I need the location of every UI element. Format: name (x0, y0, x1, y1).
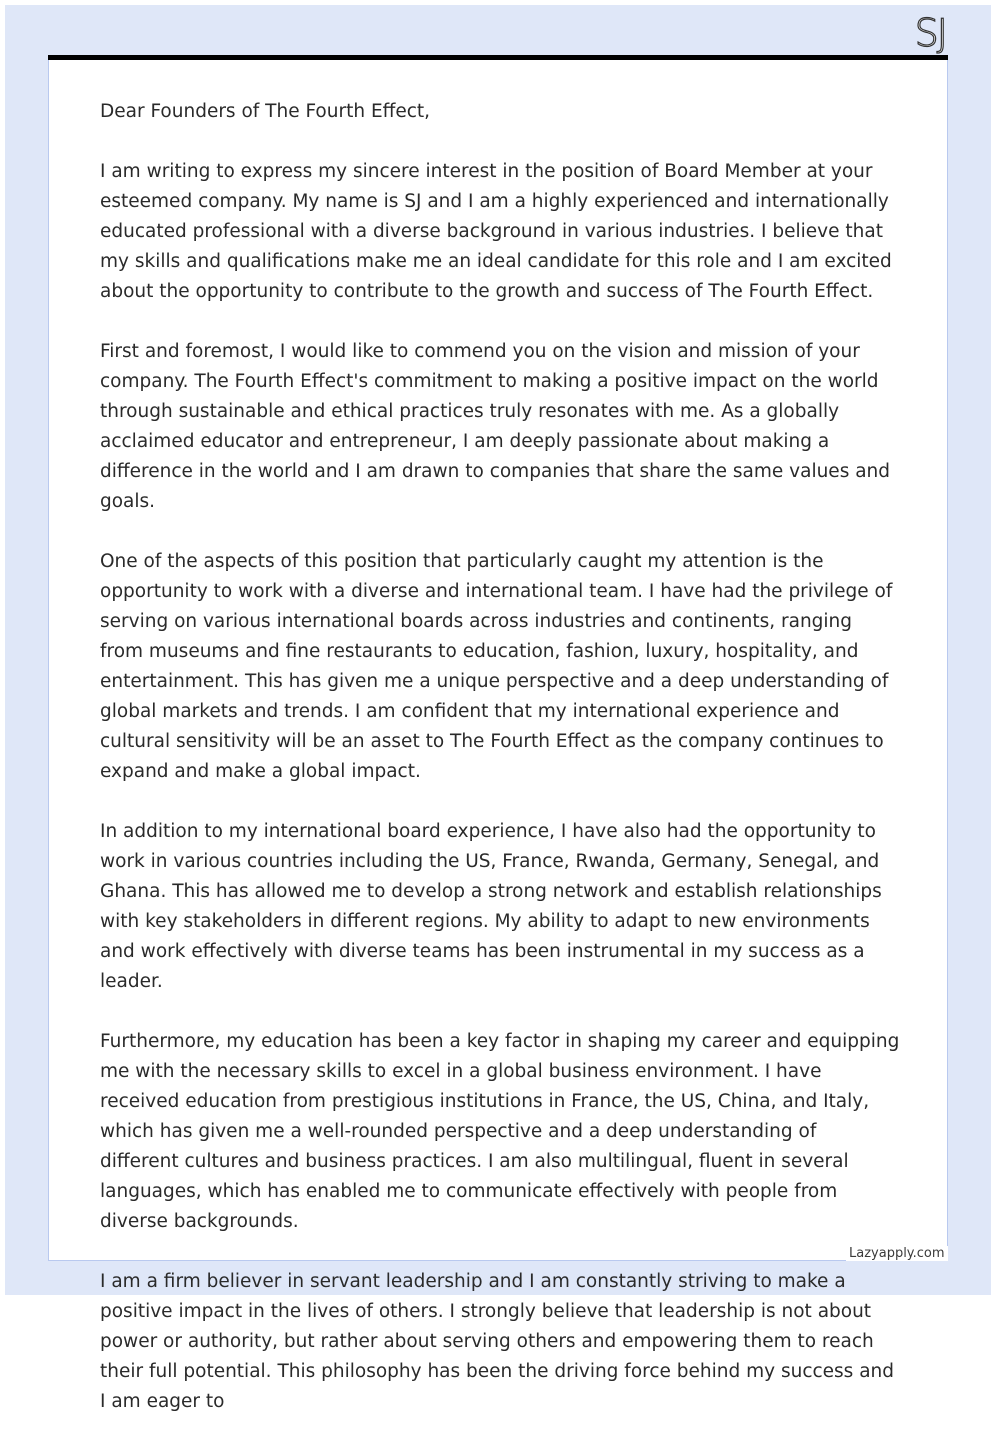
paragraph: First and foremost, I would like to commend you on the vision and mission of your company. The Fourth Effect's commitment to making a positive impact on the world through sustainable and ethical practices truly resonates with me. As a globally acclaimed educator and entrepreneur, I am deeply passionate about making a difference in the world and I am drawn to companies that share the same values and goals. (100, 341, 891, 512)
paragraph: I am writing to express my sincere interest in the position of Board Member at your esteemed company. My name is SJ and I am a highly experienced and internationally educated professional with a diverse background in various industries. I believe that my skills and qualifications make me an ideal candidate for this role and I am excited about the opportunity to contribute to the growth and success of The Fourth Effect. (100, 161, 892, 302)
letter-body (100, 97, 900, 1447)
paragraph: I am a firm believer in servant leadership and I am constantly striving to make a positive impact in the lives of others. I strongly believe that leadership is not about power or authority, but rather about serving others and empowering them to reach their full potential. This philosophy has been the driving force behind my success and I am eager to (100, 1271, 895, 1412)
salutation: Dear Founders of The Fourth Effect, (100, 101, 431, 122)
monogram-logo: SJ (914, 11, 946, 55)
paragraph: In addition to my international board experience, I have also had the opportunity to work in various countries including the US, France, Rwanda, Germany, Senegal, and Ghana. This has allowed me to develop a strong network and establish relationships with key stakeholders in different regions. My ability to adapt to new environments and work effectively with diverse teams has been instrumental in my success as a leader. (100, 821, 882, 992)
paragraph: Furthermore, my education has been a key factor in shaping my career and equipping me with the necessary skills to excel in a global business environment. I have received education from prestigious institutions in France, the US, China, and Italy, which has given me a well-rounded perspective and a deep understanding of different cultures and business practices. I am also multilingual, fluent in several languages, which has enabled me to communicate effectively with people from diverse backgrounds. (100, 1031, 900, 1232)
paragraph: One of the aspects of this position that particularly caught my attention is the opportunity to work with a diverse and international team. I have had the privilege of serving on various international boards across industries and continents, ranging from museums and fine restaurants to education, fashion, luxury, hospitality, and entertainment. This has given me a unique perspective and a deep understanding of global markets and trends. I am confident that my international experience and cultural sensitivity will be an asset to The Fourth Effect as the company continues to expand and make a global impact. (100, 551, 893, 782)
watermark-link[interactable]: Lazyapply.com (846, 1246, 948, 1261)
